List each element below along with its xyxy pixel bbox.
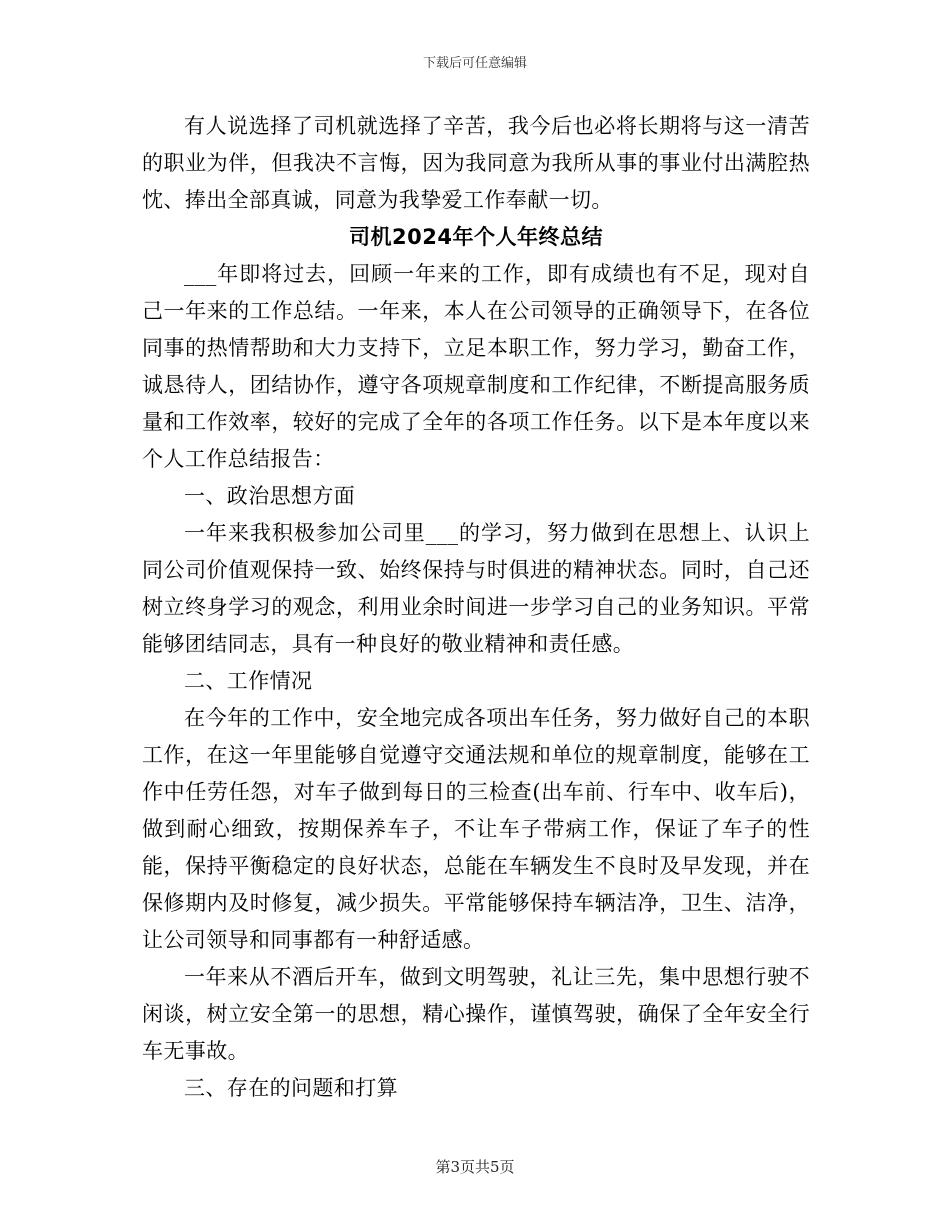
paragraph-political: 一年来我积极参加公司里___的学习，努力做到在思想上、认识上同公司价值观保持一致、始终保持与时俱进的精神状态。同时，自己还树立终身学习的观念，利用业余时间进一步学习自己的业务知识。平常能够团结同志，具有一种良好的敬业精神和责任感。 <box>142 521 810 656</box>
page-header: 下载后可任意编辑 <box>422 56 527 71</box>
intro-paragraph: 有人说选择了司机就选择了辛苦，我今后也必将长期将与这一清苦的职业为伴，但我决不言悔，因为我同意为我所从事的事业付出满腔热忱、捧出全部真诚，同意为我挚爱工作奉献一切。 <box>142 114 810 212</box>
section-heading-issues: 三、存在的问题和打算 <box>184 1076 398 1100</box>
section-heading-work: 二、工作情况 <box>184 669 313 693</box>
document-body <box>142 108 810 1107</box>
paragraph-work: 在今年的工作中，安全地完成各项出车任务，努力做好自己的本职工作，在这一年里能够自觉遵守交通法规和单位的规章制度，能够在工作中任劳任怨，对车子做到每日的三检查(出车前、行车中、收车后)，做到耐心细致，按期保养车子，不让车子带病工作，保证了车子的性能，保持平衡稳定的良好状态，总能在车辆发生不良时及早发现，并在保修期内及时修复，减少损失。平常能够保持车辆洁净，卫生、洁净，让公司领导和同事都有一种舒适感。 <box>142 706 810 952</box>
document-title: 司机2024年个人年终总结 <box>349 225 603 249</box>
paragraph-safety: 一年来从不酒后开车，做到文明驾驶，礼让三先，集中思想行驶不闲谈，树立安全第一的思想，精心操作，谨慎驾驶，确保了全年安全行车无事故。 <box>142 965 810 1063</box>
page-number: 第3页共5页 <box>435 1158 515 1176</box>
paragraph-overview: ___年即将过去，回顾一年来的工作，即有成绩也有不足，现对自己一年来的工作总结。一年来，本人在公司领导的正确领导下，在各位同事的热情帮助和大力支持下，立足本职工作，努力学习，勤奋工作，诚恳待人，团结协作，遵守各项规章制度和工作纪律，不断提高服务质量和工作效率，较好的完成了全年的各项工作任务。以下是本年度以来个人工作总结报告： <box>142 262 810 471</box>
section-heading-political: 一、政治思想方面 <box>184 484 356 508</box>
